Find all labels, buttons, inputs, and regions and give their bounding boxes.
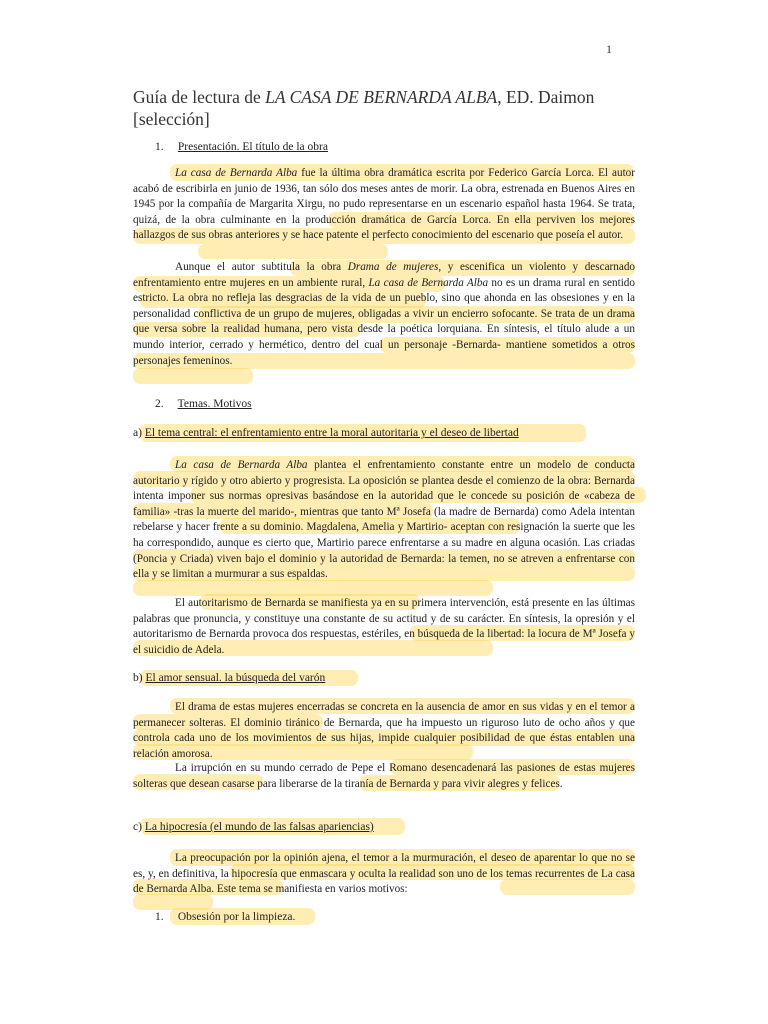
list-item-limpieza	[155, 911, 295, 923]
section-number: 1.	[155, 141, 164, 153]
subsection-label: a)	[133, 427, 145, 439]
paragraph-presentacion-1	[133, 166, 635, 244]
title-line2: [selección]	[133, 109, 210, 129]
paragraph-text: Aunque el autor subtitula la obra	[175, 261, 348, 273]
subsection-title: El tema central: el enfrentamiento entre la moral autoritaria y el deseo de libertad	[144, 427, 519, 439]
italic-subtitle: Drama de mujeres	[347, 261, 439, 273]
paragraph-text: El autoritarismo de Bernarda se manifiesta ya en su primera intervención, está presente en las últimas palabras que pronuncia, y constituye una constante de su actitud y de su carácter. En síntesis, la opresión y el autoritarismo de Bernarda provoca dos respuestas, estériles, en búsqueda de la libertad: la locura de Mª Josefa y el suicidio de Adela.	[133, 597, 635, 656]
paragraph-amor-2	[133, 761, 635, 792]
subsection-heading-a	[133, 427, 519, 439]
document-title	[133, 86, 653, 130]
paragraph-tema-central-1	[133, 458, 635, 583]
section-heading-temas	[155, 398, 252, 410]
paragraph-amor-1	[133, 700, 635, 762]
section-title: Temas. Motivos	[177, 398, 252, 410]
highlight-mark	[198, 244, 388, 259]
list-number: 1.	[155, 911, 164, 923]
highlight-mark	[133, 368, 253, 384]
title-work: LA CASA DE BERNARDA ALBA	[265, 87, 498, 107]
italic-title: La casa de Bernarda Alba	[368, 276, 489, 289]
paragraph-text: plantea el enfrentamiento constante entre un modelo de conducta autoritario y rígido y otro abierto y progresista. La oposición se plantea desde el comienzo de la obra: Bernarda intenta imponer sus normas opresivas basándose en la autoridad que le concede su posición de «cabeza de familia» -tras la muerte del marido-, mientras que tanto Mª Josefa (la madre de Bernarda) como Adela intentan rebelarse y hacer frente a su dominio. Magdalena, Amelia y Martirio- aceptan con resignación la suerte que les ha correspondido, aunque es cierto que, Martirio parece enfrentarse a su madre en alguna ocasión. Las criadas (Poncia y Criada) viven bajo el dominio y la autoridad de Bernarda: la temen, no se atreven a enfrentarse con ella y se limitan a murmurar a sus espaldas.	[133, 459, 635, 581]
list-text: Obsesión por la limpieza.	[177, 911, 296, 923]
section-number: 2.	[155, 398, 164, 410]
paragraph-text: La irrupción en su mundo cerrado de Pepe el Romano desencadenará las pasiones de estas mujeres solteras que desean casarse para liberarse de la tiranía de Bernarda y para vivir alegres y felices.	[133, 762, 635, 790]
page-number: 1	[606, 42, 612, 56]
paragraph-text: , y escenifica un violento y descarnado enfrentamiento entre mujeres en un ambiente rural,	[133, 261, 636, 289]
subsection-title: El amor sensual. la búsqueda del varón	[145, 672, 326, 684]
italic-title: La casa de Bernarda Alba	[175, 459, 308, 471]
title-prefix: Guía de lectura de	[133, 87, 266, 107]
section-heading-presentacion	[155, 141, 328, 153]
title-suffix: , ED. Daimon	[497, 87, 595, 107]
paragraph-text: no es un drama rural en sentido estricto. La obra no refleja las desgracias de la vida de un pueblo, sino que ahonda en las obsesiones y en la personalidad conflictiva de un grupo de mujeres, obligadas a vivir un encierro sofocante. Se trata de un drama que versa sobre la realidad humana, pero vista desde la poética lorquiana. En síntesis, el título alude a un mundo interior, cerrado y hermético, dentro del cual un personaje -Bernarda- mantiene sometidos a otros personajes femeninos.	[133, 276, 635, 367]
subsection-title: La hipocresía (el mundo de las falsas apariencias)	[144, 821, 374, 833]
paragraph-text: El drama de estas mujeres encerradas se concreta en la ausencia de amor en sus vidas y en el temor a permanecer solteras. El dominio tiránico de Bernarda, que ha impuesto un riguroso luto de ocho años y que controla cada uno de los movimientos de sus hijas, impide cualquier posibilidad de que éstas entablen una relación amorosa.	[133, 701, 635, 760]
paragraph-text: fue la última obra dramática escrita por Federico García Lorca. El autor acabó de escribirla en junio de 1936, tan sólo dos meses antes de morir. La obra, estrenada en Buenos Aires en 1945 por la compañía de Margarita Xirgu, no pudo representarse en un escenario español hasta 1964. Se trata, quizá, de la obra culminante en la producción dramática de García Lorca. En ella perviven los mejores hallazgos de sus obras anteriores y se hace patente el perfecto conocimiento del escenario que poseía el autor.	[133, 167, 635, 242]
subsection-heading-b	[133, 672, 325, 684]
section-title: Presentación. El título de la obra	[177, 141, 328, 153]
paragraph-hipocresia-1	[133, 851, 635, 898]
subsection-label: b)	[133, 672, 146, 684]
italic-title: La casa de Bernarda Alba	[175, 167, 298, 179]
paragraph-tema-central-2	[133, 596, 635, 658]
paragraph-text: La preocupación por la opinión ajena, el temor a la murmuración, el deseo de aparentar lo que no se es, y, en definitiva, la hipocresía que enmascara y oculta la realidad son uno de los temas recurrentes de La casa de Bernarda Alba. Este tema se manifiesta en varios motivos:	[133, 852, 635, 896]
paragraph-presentacion-2	[133, 260, 635, 369]
subsection-heading-c	[133, 821, 374, 833]
subsection-label: c)	[133, 821, 145, 833]
